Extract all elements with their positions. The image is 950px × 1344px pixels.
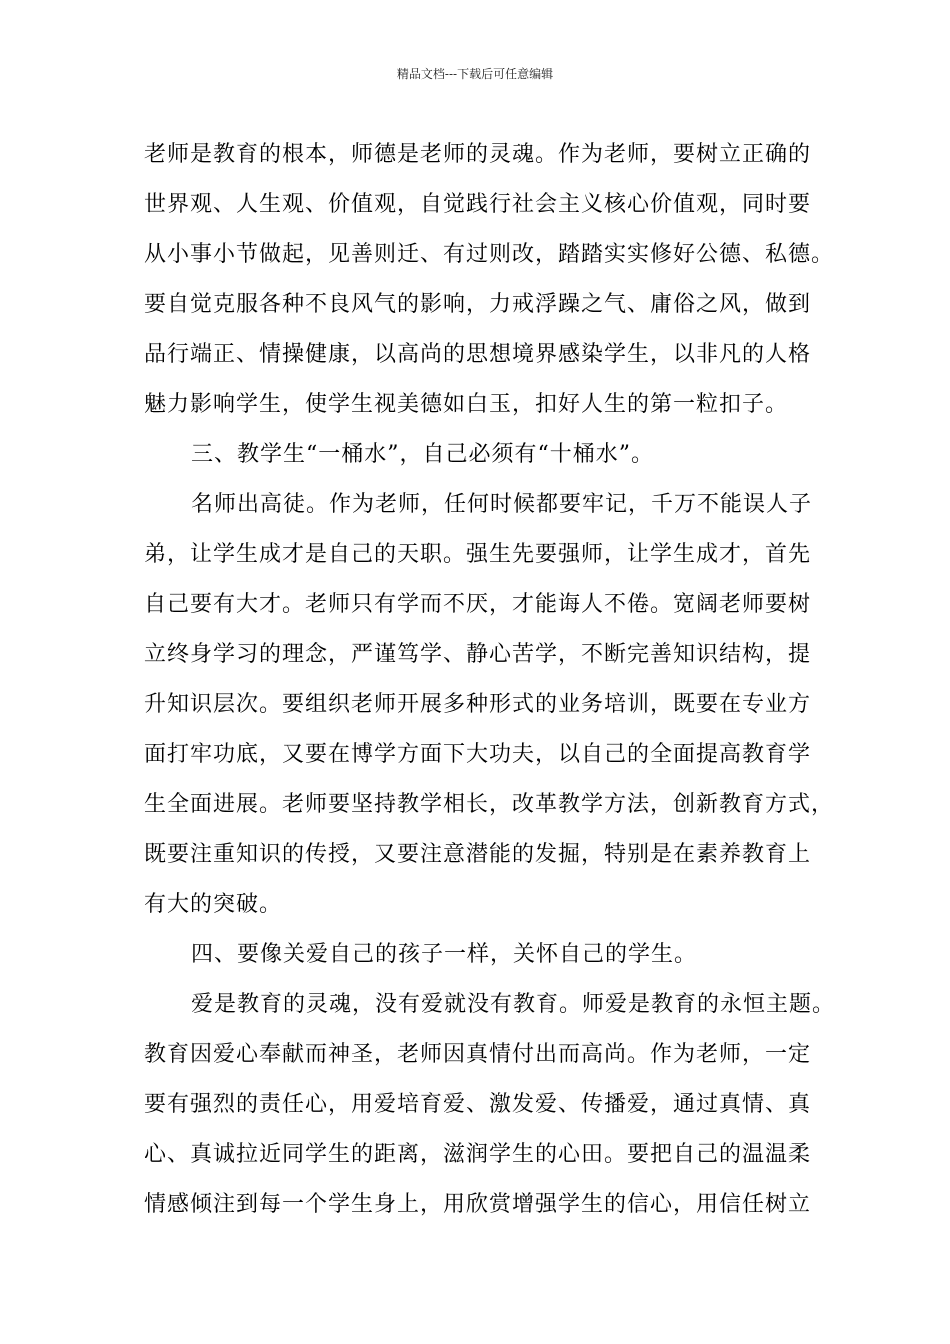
text-line: 面打牢功底，又要在博学方面下大功夫，以自己的全面提高教育学: [144, 742, 812, 767]
section-heading-3: 三、教学生“一桶水”，自己必须有“十桶水”。: [191, 442, 654, 467]
text-line: 品行端正、情操健康，以高尚的思想境界感染学生，以非凡的人格: [144, 342, 812, 367]
document-body: [144, 130, 834, 1230]
text-line: 心、真诚拉近同学生的距离，滋润学生的心田。要把自己的温温柔: [144, 1142, 812, 1167]
paragraph-start: 爱是教育的灵魂，没有爱就没有教育。师爱是教育的永恒主题。: [191, 992, 836, 1017]
text-line: 有大的突破。: [144, 892, 283, 917]
text-line: 既要注重知识的传授，又要注意潜能的发掘，特别是在素养教育上: [144, 842, 812, 867]
text-line: 生全面进展。老师要坚持教学相长，改革教学方法，创新教育方式，: [144, 792, 835, 817]
section-heading-4: 四、要像关爱自己的孩子一样，关怀自己的学生。: [191, 942, 698, 967]
paragraph-start: 名师出高徒。作为老师，任何时候都要牢记，千万不能误人子: [191, 492, 813, 517]
text-line: 立终身学习的理念，严谨笃学、静心苦学，不断完善知识结构，提: [144, 642, 812, 667]
text-line: 要自觉克服各种不良风气的影响，力戒浮躁之气、庸俗之风，做到: [144, 292, 812, 317]
text-line: 教育因爱心奉献而神圣，老师因真情付出而高尚。作为老师，一定: [144, 1042, 812, 1067]
text-line: 情感倾注到每一个学生身上，用欣赏增强学生的信心，用信任树立: [144, 1192, 812, 1217]
text-line: 要有强烈的责任心，用爱培育爱、激发爱、传播爱，通过真情、真: [144, 1092, 812, 1117]
text-line: 老师是教育的根本，师德是老师的灵魂。作为老师，要树立正确的: [144, 142, 812, 167]
text-line: 弟，让学生成才是自己的天职。强生先要强师，让学生成才，首先: [144, 542, 812, 567]
page-header: 精品文档---下载后可任意编辑: [396, 67, 554, 81]
text-line: 升知识层次。要组织老师开展多种形式的业务培训，既要在专业方: [144, 692, 812, 717]
text-line: 世界观、人生观、价值观，自觉践行社会主义核心价值观，同时要: [144, 192, 812, 217]
text-line: 从小事小节做起，见善则迁、有过则改，踏踏实实修好公德、私德。: [144, 242, 835, 267]
text-line: 自己要有大才。老师只有学而不厌，才能诲人不倦。宽阔老师要树: [144, 592, 812, 617]
text-line: 魅力影响学生，使学生视美德如白玉，扣好人生的第一粒扣子。: [144, 392, 789, 417]
